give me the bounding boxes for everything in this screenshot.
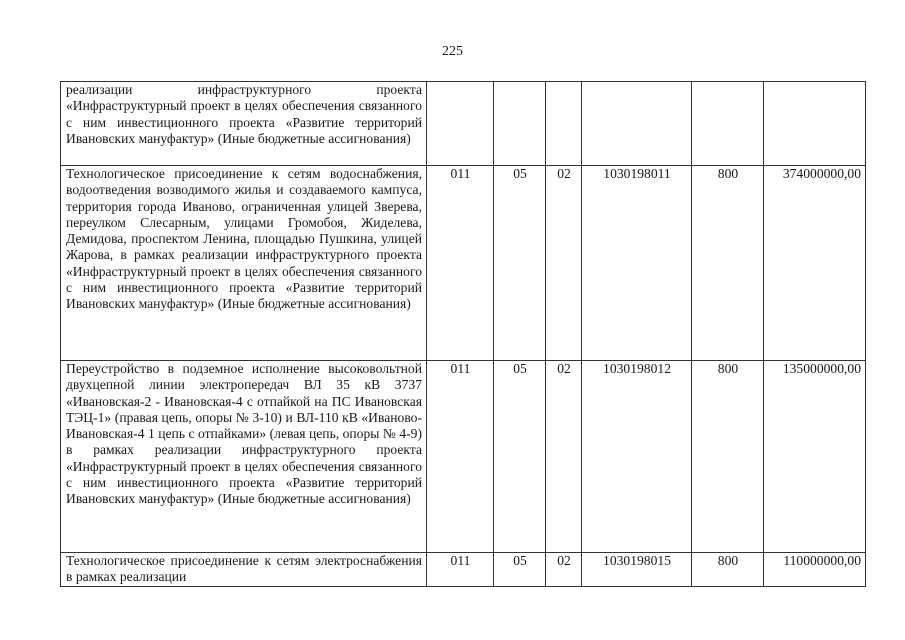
target-article-code: 1030198012 <box>582 361 692 553</box>
ministry-code: 011 <box>427 553 494 587</box>
subsection-code: 02 <box>546 361 582 553</box>
amount: 135000000,00 <box>764 361 866 553</box>
amount: 374000000,00 <box>764 166 866 361</box>
ministry-code: 011 <box>427 166 494 361</box>
budget-table <box>60 81 866 587</box>
target-article-code <box>582 82 692 166</box>
row-description: Технологическое присоединение к сетям водоснабжения, водоотведения возводимого жилья и создаваемого кампуса, территория города Иваново, ограниченная улицей Зверева, переулком Слесарным, улицами Громобоя, Жиделева, Демидова, проспектом Ленина, площадью Пушкина, улицей Жарова, в рамках реализации инфраструктурного проекта «Инфраструктурный проект в целях обеспечения связанного с ним инвестиционного проекта «Развитие территорий Ивановских мануфактур» (Иные бюджетные ассигнования) <box>61 166 427 361</box>
target-article-code: 1030198015 <box>582 553 692 587</box>
subsection-code: 02 <box>546 166 582 361</box>
row-description: реализации инфраструктурного проекта «Инфраструктурный проект в целях обеспечения связанного с ним инвестиционного проекта «Развитие территорий Ивановских мануфактур» (Иные бюджетные ассигнования) <box>61 82 427 166</box>
expense-type-code: 800 <box>692 166 764 361</box>
expense-type-code: 800 <box>692 361 764 553</box>
row-description: Переустройство в подземное исполнение высоковольтной двухцепной линии электропередач ВЛ 35 кВ 3737 «Ивановская-2 - Ивановская-4 с отпайкой на ПС Ивановская ТЭЦ-1» (правая цепь, опоры № 3-10) и ВЛ-110 кВ «Иваново-Ивановская-4 1 цепь с отпайками» (левая цепь, опоры № 4-9) в рамках реализации инфраструктурного проекта «Инфраструктурный проект в целях обеспечения связанного с ним инвестиционного проекта «Развитие территорий Ивановских мануфактур» (Иные бюджетные ассигнования) <box>61 361 427 553</box>
table-row <box>61 166 866 361</box>
subsection-code: 02 <box>546 553 582 587</box>
table-row <box>61 553 866 587</box>
section-code <box>494 82 546 166</box>
page-number: 225 <box>442 44 463 59</box>
row-description: Технологическое присоединение к сетям электроснабжения в рамках реализации <box>61 553 427 587</box>
section-code: 05 <box>494 166 546 361</box>
section-code: 05 <box>494 553 546 587</box>
ministry-code <box>427 82 494 166</box>
subsection-code <box>546 82 582 166</box>
ministry-code: 011 <box>427 361 494 553</box>
amount <box>764 82 866 166</box>
target-article-code: 1030198011 <box>582 166 692 361</box>
expense-type-code <box>692 82 764 166</box>
amount: 110000000,00 <box>764 553 866 587</box>
table-row <box>61 361 866 553</box>
expense-type-code: 800 <box>692 553 764 587</box>
section-code: 05 <box>494 361 546 553</box>
table-row <box>61 82 866 166</box>
